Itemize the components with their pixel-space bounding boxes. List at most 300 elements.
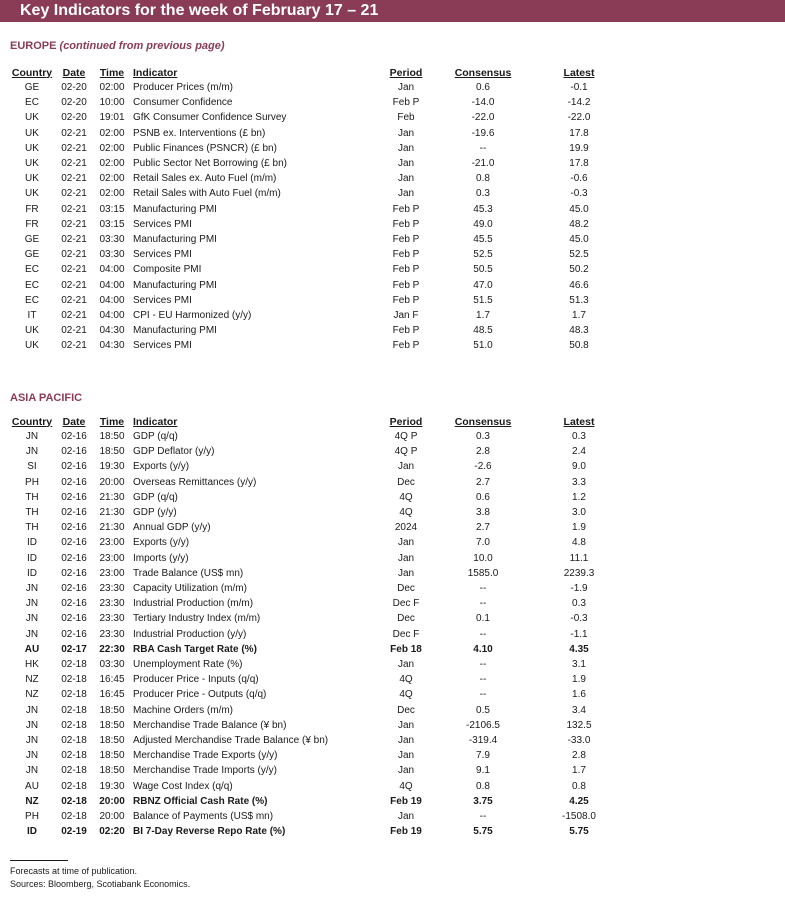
asia-title: ASIA PACIFIC: [10, 392, 83, 404]
table-row: [10, 535, 621, 550]
latest-cell: 1.7: [572, 765, 586, 777]
table-row: [10, 794, 621, 809]
country-cell: EC: [25, 294, 39, 306]
consensus-cell: 52.5: [473, 249, 493, 261]
table-row: [10, 156, 621, 171]
date-cell: 02-18: [61, 795, 87, 807]
country-cell: SI: [27, 461, 37, 473]
time-cell: 19:30: [99, 461, 125, 473]
time-cell: 18:50: [99, 431, 125, 442]
latest-cell: 3.4: [572, 704, 586, 716]
period-cell: Feb P: [392, 279, 420, 291]
latest-cell: 1.7: [572, 310, 586, 322]
latest-header: Latest: [563, 66, 595, 79]
indicator-cell: GDP Deflator (y/y): [133, 446, 215, 458]
table-row: [10, 247, 621, 262]
time-cell: 21:30: [99, 522, 125, 534]
date-cell: 02-19: [61, 826, 87, 838]
country-cell: JN: [25, 446, 39, 458]
latest-cell: 17.8: [569, 127, 589, 139]
latest-cell: 3.1: [572, 659, 586, 671]
period-cell: Feb 19: [390, 795, 422, 807]
country-cell: UK: [25, 340, 39, 352]
latest-cell: -0.1: [570, 82, 588, 93]
indicator-cell: GDP (y/y): [133, 507, 177, 519]
latest-cell: 50.2: [569, 264, 589, 276]
table-row: [10, 596, 621, 611]
table-row: [10, 642, 621, 657]
consensus-cell: -2.6: [474, 461, 492, 473]
country-cell: TH: [25, 491, 39, 503]
consensus-cell: --: [479, 689, 487, 701]
date-cell: 02-21: [61, 127, 87, 139]
europe-section-title: [10, 40, 225, 52]
consensus-cell: -21.0: [471, 158, 495, 170]
period-cell: Jan F: [393, 310, 419, 322]
date-cell: 02-16: [61, 522, 87, 534]
time-cell: 19:30: [99, 780, 125, 792]
latest-header: Latest: [563, 415, 595, 428]
time-cell: 18:50: [99, 735, 125, 747]
country-cell: GE: [24, 82, 40, 93]
indicator-cell: Annual GDP (y/y): [133, 522, 211, 534]
time-cell: 23:00: [99, 567, 125, 579]
consensus-cell: 0.8: [476, 173, 490, 185]
country-header: Country: [11, 415, 53, 428]
time-cell: 03:15: [99, 218, 125, 230]
period-cell: 4Q: [399, 507, 413, 519]
country-cell: NZ: [25, 674, 39, 686]
time-cell: 23:30: [99, 583, 125, 595]
latest-cell: 51.3: [569, 294, 589, 306]
consensus-cell: 9.1: [476, 765, 490, 777]
period-cell: Jan: [397, 537, 415, 549]
indicator-cell: Merchandise Trade Exports (y/y): [133, 750, 278, 762]
date-cell: 02-18: [61, 765, 87, 777]
latest-cell: 4.35: [569, 643, 589, 655]
consensus-cell: -14.0: [471, 97, 495, 109]
date-cell: 02-18: [61, 719, 87, 731]
country-cell: ID: [27, 552, 37, 564]
table-row: [10, 611, 621, 626]
date-cell: 02-16: [61, 491, 87, 503]
period-cell: Feb P: [392, 218, 420, 230]
latest-cell: 0.8: [572, 780, 586, 792]
period-cell: Jan: [397, 188, 415, 200]
consensus-cell: 0.3: [476, 431, 490, 442]
date-cell: 02-18: [61, 704, 87, 716]
time-cell: 02:00: [99, 173, 125, 185]
date-cell: 02-16: [61, 552, 87, 564]
latest-cell: 2.4: [572, 446, 586, 458]
period-cell: Jan: [397, 461, 415, 473]
time-cell: 02:20: [99, 826, 125, 838]
period-cell: Jan: [397, 811, 415, 823]
period-cell: Jan: [397, 659, 415, 671]
latest-cell: 1.2: [572, 491, 586, 503]
table-row: [10, 763, 621, 778]
country-cell: UK: [25, 158, 39, 170]
date-cell: 02-16: [61, 476, 87, 488]
latest-cell: 45.0: [569, 234, 589, 246]
indicator-header: Indicator: [133, 66, 178, 79]
period-cell: Feb P: [392, 203, 420, 215]
table-row: [10, 110, 621, 125]
table-row: [10, 520, 621, 535]
time-cell: 21:30: [99, 491, 125, 503]
country-cell: NZ: [25, 689, 39, 701]
consensus-cell: 49.0: [473, 218, 493, 230]
banner-title: Key Indicators for the week of February 17 – 21: [20, 2, 379, 19]
country-cell: TH: [25, 507, 39, 519]
latest-cell: -22.0: [567, 112, 591, 124]
country-cell: IT: [27, 310, 37, 322]
time-cell: 20:00: [99, 795, 125, 807]
country-cell: AU: [25, 780, 39, 792]
time-cell: 19:01: [99, 112, 125, 124]
country-cell: AU: [24, 643, 40, 655]
country-cell: JN: [25, 765, 39, 777]
time-cell: 02:00: [99, 188, 125, 200]
indicator-cell: Industrial Production (y/y): [133, 628, 247, 640]
latest-cell: -14.2: [567, 97, 591, 109]
page-banner: [0, 0, 785, 22]
indicator-cell: Manufacturing PMI: [133, 234, 217, 246]
latest-cell: -0.3: [570, 188, 588, 200]
country-cell: UK: [25, 325, 39, 337]
consensus-cell: -19.6: [471, 127, 495, 139]
time-cell: 23:00: [99, 537, 125, 549]
date-cell: 02-21: [61, 310, 87, 322]
latest-cell: -0.6: [570, 173, 588, 185]
date-cell: 02-21: [61, 142, 87, 154]
asia-indicators-table: [10, 414, 621, 839]
indicator-cell: Composite PMI: [133, 264, 202, 276]
europe-title: EUROPE: [10, 40, 57, 52]
consensus-cell: 0.3: [476, 188, 490, 200]
latest-cell: 0.3: [572, 431, 586, 442]
table-row: [10, 338, 621, 353]
time-cell: 22:30: [99, 643, 125, 655]
table-row: [10, 566, 621, 581]
time-cell: 02:00: [99, 127, 125, 139]
consensus-cell: --: [479, 598, 487, 610]
consensus-cell: -319.4: [468, 735, 498, 747]
latest-cell: 50.8: [569, 340, 589, 352]
table-row: [10, 627, 621, 642]
indicator-cell: Services PMI: [133, 294, 192, 306]
time-cell: 04:30: [99, 325, 125, 337]
period-cell: 2024: [394, 522, 418, 534]
period-header: Period: [389, 415, 423, 428]
latest-cell: 5.75: [569, 826, 589, 838]
forecast-note: Forecasts at time of publication.: [10, 866, 138, 876]
indicator-cell: Services PMI: [133, 340, 192, 352]
time-cell: 21:30: [99, 507, 125, 519]
consensus-cell: 4.10: [473, 643, 493, 655]
period-cell: Dec: [397, 704, 415, 716]
indicator-cell: Balance of Payments (US$ mn): [133, 811, 274, 823]
table-row: [10, 718, 621, 733]
date-cell: 02-18: [61, 659, 87, 671]
period-cell: 4Q: [399, 491, 413, 503]
period-cell: Feb P: [392, 97, 420, 109]
time-cell: 18:50: [99, 719, 125, 731]
table-row: [10, 80, 621, 95]
date-header: Date: [62, 66, 86, 79]
period-cell: Jan: [397, 765, 415, 777]
date-cell: 02-21: [61, 279, 87, 291]
latest-cell: 132.5: [566, 719, 592, 731]
latest-cell: 2.8: [572, 750, 586, 762]
time-cell: 02:00: [99, 158, 125, 170]
table-row: [10, 232, 621, 247]
table-row: [10, 429, 621, 444]
country-cell: JN: [25, 583, 39, 595]
latest-cell: -0.3: [570, 613, 588, 625]
date-cell: 02-21: [61, 218, 87, 230]
country-cell: UK: [25, 112, 39, 124]
date-cell: 02-21: [61, 158, 87, 170]
period-cell: Jan: [397, 719, 415, 731]
time-cell: 23:00: [99, 552, 125, 564]
period-cell: Feb: [397, 112, 415, 124]
country-cell: NZ: [25, 795, 39, 807]
consensus-cell: 3.75: [473, 795, 493, 807]
sources-note: Sources: Bloomberg, Scotiabank Economics.: [10, 879, 191, 889]
table-row: [10, 733, 621, 748]
indicator-cell: Public Sector Net Borrowing (£ bn): [133, 158, 287, 170]
table-row: [10, 703, 621, 718]
period-cell: Jan: [397, 735, 415, 747]
latest-cell: 1.9: [572, 522, 586, 534]
table-header-row: [10, 414, 621, 429]
period-cell: Dec: [397, 583, 415, 595]
date-cell: 02-21: [61, 249, 87, 261]
indicator-cell: BI 7-Day Reverse Repo Rate (%): [133, 826, 286, 838]
date-cell: 02-16: [61, 583, 87, 595]
time-cell: 03:30: [99, 249, 125, 261]
period-cell: 4Q: [399, 674, 413, 686]
time-cell: 20:00: [99, 476, 125, 488]
date-cell: 02-21: [61, 264, 87, 276]
indicator-cell: Merchandise Trade Balance (¥ bn): [133, 719, 287, 731]
table-row: [10, 809, 621, 824]
consensus-cell: 50.5: [473, 264, 493, 276]
latest-cell: 46.6: [569, 279, 589, 291]
time-cell: 04:30: [99, 340, 125, 352]
table-row: [10, 278, 621, 293]
date-cell: 02-16: [61, 446, 87, 458]
consensus-cell: --: [479, 628, 487, 640]
date-cell: 02-16: [61, 507, 87, 519]
consensus-cell: 0.6: [476, 82, 490, 93]
indicator-cell: Services PMI: [133, 249, 192, 261]
date-cell: 02-21: [61, 325, 87, 337]
date-cell: 02-16: [61, 431, 87, 442]
consensus-cell: 45.3: [473, 203, 493, 215]
indicator-cell: Retail Sales ex. Auto Fuel (m/m): [133, 173, 277, 185]
period-cell: Dec: [397, 476, 415, 488]
period-cell: Feb P: [392, 234, 420, 246]
table-row: [10, 475, 621, 490]
table-row: [10, 293, 621, 308]
consensus-cell: 3.8: [476, 507, 490, 519]
date-cell: 02-21: [61, 188, 87, 200]
country-cell: TH: [25, 522, 39, 534]
country-cell: PH: [25, 476, 39, 488]
indicator-cell: Capacity Utilization (m/m): [133, 583, 247, 595]
country-cell: JN: [25, 613, 39, 625]
period-cell: Feb 18: [390, 643, 422, 655]
indicator-cell: Consumer Confidence: [133, 97, 233, 109]
period-cell: 4Q: [399, 780, 413, 792]
consensus-cell: 48.5: [473, 325, 493, 337]
indicator-cell: Services PMI: [133, 218, 192, 230]
time-cell: 18:50: [99, 750, 125, 762]
date-cell: 02-16: [61, 598, 87, 610]
latest-cell: -1.1: [570, 628, 588, 640]
date-cell: 02-18: [61, 735, 87, 747]
consensus-cell: 7.0: [476, 537, 490, 549]
consensus-cell: 2.8: [476, 446, 490, 458]
date-cell: 02-16: [61, 628, 87, 640]
country-header: Country: [11, 66, 53, 79]
date-cell: 02-21: [61, 203, 87, 215]
time-cell: 04:00: [99, 264, 125, 276]
indicator-header: Indicator: [133, 415, 178, 428]
indicator-cell: Adjusted Merchandise Trade Balance (¥ bn): [133, 735, 329, 747]
indicator-cell: Producer Price - Outputs (q/q): [133, 689, 267, 701]
indicator-cell: CPI - EU Harmonized (y/y): [133, 310, 252, 322]
period-cell: Feb P: [392, 294, 420, 306]
country-cell: FR: [25, 218, 39, 230]
country-cell: PH: [25, 811, 39, 823]
country-cell: GE: [24, 234, 40, 246]
consensus-header: Consensus: [454, 66, 512, 79]
consensus-cell: -2106.5: [466, 719, 500, 731]
footnote-divider: [10, 860, 68, 861]
period-cell: Dec F: [392, 598, 420, 610]
period-cell: Feb P: [392, 325, 420, 337]
latest-cell: 11.1: [569, 552, 589, 564]
period-cell: 4Q P: [394, 431, 418, 442]
date-cell: 02-18: [61, 780, 87, 792]
indicator-cell: Exports (y/y): [133, 461, 190, 473]
latest-cell: -1508.0: [562, 811, 596, 823]
consensus-cell: 45.5: [473, 234, 493, 246]
indicator-cell: RBNZ Official Cash Rate (%): [133, 795, 268, 807]
date-cell: 02-18: [61, 689, 87, 701]
table-row: [10, 186, 621, 201]
period-cell: Jan: [397, 173, 415, 185]
date-cell: 02-16: [61, 537, 87, 549]
time-cell: 20:00: [99, 811, 125, 823]
country-cell: GE: [24, 249, 40, 261]
indicator-cell: Manufacturing PMI: [133, 203, 217, 215]
table-row: [10, 551, 621, 566]
indicator-cell: Overseas Remittances (y/y): [133, 476, 257, 488]
period-cell: Jan: [397, 82, 415, 93]
latest-cell: 9.0: [572, 461, 586, 473]
table-row: [10, 95, 621, 110]
table-row: [10, 505, 621, 520]
consensus-cell: 2.7: [476, 522, 490, 534]
date-cell: 02-18: [61, 750, 87, 762]
date-cell: 02-17: [61, 643, 87, 655]
consensus-cell: 1.7: [476, 310, 490, 322]
date-cell: 02-20: [61, 97, 87, 109]
table-row: [10, 126, 621, 141]
latest-cell: 1.9: [572, 674, 586, 686]
date-cell: 02-18: [61, 811, 87, 823]
latest-cell: 52.5: [569, 249, 589, 261]
country-cell: FR: [25, 203, 39, 215]
consensus-cell: 51.5: [473, 294, 493, 306]
indicator-cell: Imports (y/y): [133, 552, 189, 564]
country-cell: HK: [25, 659, 39, 671]
date-cell: 02-16: [61, 613, 87, 625]
country-cell: JN: [25, 750, 39, 762]
table-row: [10, 657, 621, 672]
time-cell: 04:00: [99, 294, 125, 306]
time-cell: 02:00: [99, 82, 125, 93]
indicator-cell: Wage Cost Index (q/q): [133, 780, 233, 792]
time-cell: 23:30: [99, 598, 125, 610]
country-cell: JN: [25, 704, 39, 716]
period-cell: Jan: [397, 552, 415, 564]
consensus-cell: --: [479, 659, 487, 671]
consensus-cell: 0.6: [476, 491, 490, 503]
latest-cell: -33.0: [567, 735, 591, 747]
latest-cell: 48.2: [569, 218, 589, 230]
table-row: [10, 459, 621, 474]
consensus-cell: 0.1: [476, 613, 490, 625]
country-cell: UK: [25, 188, 39, 200]
indicator-cell: RBA Cash Target Rate (%): [133, 643, 257, 655]
table-row: [10, 581, 621, 596]
indicator-cell: Exports (y/y): [133, 537, 190, 549]
consensus-cell: -22.0: [471, 112, 495, 124]
indicator-cell: Unemployment Rate (%): [133, 659, 243, 671]
period-cell: Jan: [397, 567, 415, 579]
indicator-cell: PSNB ex. Interventions (£ bn): [133, 127, 266, 139]
table-row: [10, 490, 621, 505]
latest-cell: 0.3: [572, 598, 586, 610]
time-cell: 03:15: [99, 203, 125, 215]
consensus-cell: --: [479, 811, 487, 823]
table-row: [10, 748, 621, 763]
indicator-cell: Producer Prices (m/m): [133, 82, 234, 93]
country-cell: EC: [25, 97, 39, 109]
table-row: [10, 687, 621, 702]
table-row: [10, 444, 621, 459]
table-row: [10, 262, 621, 277]
time-cell: 04:00: [99, 310, 125, 322]
date-cell: 02-20: [61, 112, 87, 124]
time-cell: 18:50: [99, 446, 125, 458]
indicator-cell: Industrial Production (m/m): [133, 598, 254, 610]
indicator-cell: Retail Sales with Auto Fuel (m/m): [133, 188, 281, 200]
indicator-cell: Manufacturing PMI: [133, 279, 217, 291]
country-cell: JN: [25, 719, 39, 731]
country-cell: JN: [25, 735, 39, 747]
date-cell: 02-21: [61, 234, 87, 246]
table-row: [10, 141, 621, 156]
latest-cell: 4.25: [569, 795, 589, 807]
table-row: [10, 323, 621, 338]
period-cell: Feb 19: [390, 826, 422, 838]
